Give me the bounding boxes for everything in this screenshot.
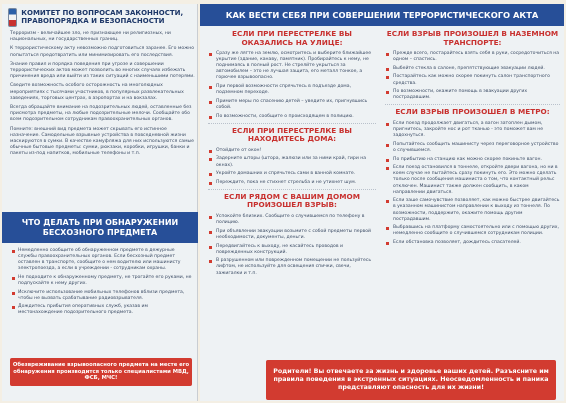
list-item: Не подходите к обнаруженному предмету, не трогайте его руками, не подпускайте к нему других. <box>12 275 194 287</box>
right-column <box>385 30 560 249</box>
warning-text: Обезвреживание взрывоопасного предмета на месте его обнаружения производится только специалистами МВД, ФСБ, МЧС! <box>12 362 190 382</box>
list-item: Исключите использование мобильных телефонов вблизи предмета, чтобы не вызвать срабатывание радиовзрывателя. <box>12 290 194 302</box>
intro-paragraph: Всегда обращайте внимание на подозрительных людей, оставленные без присмотра предметы, на любые подозрительные мелочи. Сообщайте обо всем подозрительном сотрудникам правоохранительных органов. <box>10 105 192 123</box>
middle-column <box>208 30 376 279</box>
list-item: Отойдите от окон! <box>208 148 376 154</box>
street-title: ЕСЛИ ПРИ ПЕРЕСТРЕЛКЕ ВЫ ОКАЗАЛИСЬ НА УЛИЦЕ: <box>232 29 352 47</box>
parents-warning-box <box>266 360 556 400</box>
list-item: Передвигайтесь к выходу, не касайтесь проводов и поврежденных конструкций. <box>208 244 376 256</box>
list-item: По возможности, окажите помощь в эвакуации других пострадавшим. <box>385 89 560 101</box>
list-item: Примите меры по спасению детей – уведите их, пригнувшись собой. <box>208 99 376 111</box>
right-panel <box>200 4 564 401</box>
divider <box>208 189 376 190</box>
list-item: Задерните шторы (штора, жалюзи или за ними край, гири на окнах). <box>208 156 376 168</box>
list-item: Дождитесь прибытия оперативных служб, указав им местонахождение подозрительного предмета. <box>12 304 194 316</box>
unattended-object-list <box>12 248 194 319</box>
home-list <box>208 148 376 186</box>
street-list <box>208 51 376 120</box>
near-home-list <box>208 214 376 277</box>
list-item: Постарайтесь как можно скорее покинуть салон транспортного средства. <box>385 74 560 86</box>
metro-title: ЕСЛИ ВЗРЫВ ПРОИЗОШЕЛ В МЕТРО: <box>395 107 550 117</box>
list-item: Немедленно сообщите об обнаруженном предмете в дежурные службы правоохранительных органов. Если бесхозный предмет оставлен в транспорте, сообщите о нем водителю или машинисту электропоезда, а если в учреждении - сотрудникам охраны. <box>12 248 194 272</box>
list-item: Если заше самочувствие позволяет, как можно быстрее двигайтесь в указанном машинистом направлении к выходу из тоннеля. По возможности, поддержите, окажите помощь другим пострадавшим. <box>385 198 560 222</box>
banner-title: КАК ВЕСТИ СЕБЯ ПРИ СОВЕРШЕНИИ ТЕРРОРИСТИЧЕСКОГО АКТА <box>225 10 539 20</box>
list-item: Успокойте близких. Сообщите о случившемся по телефону в полицию. <box>208 214 376 226</box>
list-item: При первой возможности спрячьтесь в подъезде дома, подземном переходе. <box>208 84 376 96</box>
main-banner <box>200 4 564 26</box>
coat-of-arms-icon <box>8 8 17 27</box>
list-item: Сразу же лягте на землю, осмотритесь и выберите ближайшее укрытие (здание, канаву, памятник). Пробирайтесь к нему, не поднимаясь в полный рост. Не стрелйте укрыться за автомобилем – это не лучшая защита, его металл тонкое, а горючее взрывоопасно. <box>208 51 376 81</box>
home-title: ЕСЛИ ПРИ ПЕРЕСТРЕЛКЕ ВЫ НАХОДИТЕСЬ ДОМА: <box>232 125 352 144</box>
list-item: При объявлении эвакуации возьмите с собой предметы первой необходимости, документы, деньги. <box>208 229 376 241</box>
parents-warning-text: Родители! Вы отвечаете за жизнь и здоровье ваших детей. Разъясните им правила поведения в экстренных ситуациях. Неосведомленность и паника представляют опасность для их жизни! <box>273 367 549 392</box>
intro-text <box>10 31 195 161</box>
divider <box>385 104 560 105</box>
list-item: В разрушенном или поврежденном помещении не пользуйтесь лифтом, не используйте для освещения спички, свечи, зажигалки и т.п. <box>208 258 376 276</box>
divider <box>208 123 376 124</box>
committee-title: КОМИТЕТ ПО ВОПРОСАМ ЗАКОННОСТИ, ПРАВОПОРЯДКА И БЕЗОПАСНОСТИ <box>21 9 184 25</box>
committee-header <box>8 7 194 27</box>
list-item: Прежде всего, постарайтесь взять себя в руки, сосредоточиться на одном – спастись. <box>385 51 560 63</box>
intro-paragraph: Помните: внешний вид предмета может скрывать его истинное назначение. Самодельные взрывные устройства в повседневной жизни маскируются в сумки. В качестве камуфляжа для них используются самые обычные бытовые предметы: сумки, рюкзаки, коробки, игрушки, банки и пакеты из-под напитков, мобильные телефоны и т.п. <box>10 126 194 157</box>
list-item: Если обстановка позволяет, дождитесь спасателей. <box>385 240 560 246</box>
transport-title: ЕСЛИ ВЗРЫВ ПРОИЗОШЕЛ В НАЗЕМНОМ ТРАНСПОРТЕ: <box>386 29 559 47</box>
left-panel <box>2 4 198 401</box>
intro-paragraph: Знание правил и порядка поведения при угрозе и совершении террористических актов может позволить во многих случаях избежать причинения вреда или выйти из таких ситуаций с наименьшими потерями. <box>10 61 195 80</box>
metro-list <box>385 121 560 246</box>
list-item: Выбейте стекла в салоне, препятствующие эвакуации людей. <box>385 66 560 72</box>
intro-paragraph: Терроризм - величайшее зло, не признающее ни религиозных, ни национальных, ни государственных границ. <box>10 31 171 43</box>
intro-paragraph: К террористическому акту невозможно подготовиться заранее. Его можно попытаться предотвратить или минимизировать его последствия. <box>10 46 195 58</box>
list-item: Если поезд продолжает двигаться, а вагон затоплен дымом, пригнитесь, закройте нос и рот тканью - это поможет вам не задохнуться. <box>385 121 560 139</box>
list-item: Укройте домашних и спрячьтесь сами в ванной комнате. <box>208 171 376 177</box>
unattended-object-heading <box>2 212 198 243</box>
near-home-title: ЕСЛИ РЯДОМ С ВАШИМ ДОМОМ ПРОИЗОШЕЛ ВЗРЫВ: <box>224 191 360 210</box>
list-item: Переждите, пока не стихнет стрельба и не утихнет шум. <box>208 180 376 186</box>
transport-list <box>385 51 560 101</box>
list-item: По прибытию на станцию как можно скорее покиньте вагон. <box>385 157 560 163</box>
intro-paragraph: Сведите возможность особого осторожность на многолюдных мероприятиях с тысячами участников, в популярных развлекательных заведениях, торговых центрах, в аэропортах и на вокзалах. <box>10 83 184 101</box>
list-item: Если поезд остановился в тоннеле, откройте двери вагона, но ни в коем случае не пытайтесь сразу покинуть его. Это можно сделать только после сообщения машиниста о том, что контактный рельс отключен. Машинист также должен сообщить, в каком направлении двигаться. <box>385 165 560 195</box>
specialists-warning-box <box>10 358 192 386</box>
list-item: Выбравшись на платформу самостоятельно или с помощью других, немедленно сообщите о случившемся сотрудникам полиции. <box>385 225 560 237</box>
list-item: Попытайтесь сообщить машинисту через переговорное устройство о случившемся. <box>385 142 560 154</box>
section-title: ЧТО ДЕЛАТЬ ПРИ ОБНАРУЖЕНИИ БЕСХОЗНОГО ПРЕДМЕТА <box>21 217 179 237</box>
list-item: По возможности, сообщите о происходящем в полицию. <box>208 114 376 120</box>
